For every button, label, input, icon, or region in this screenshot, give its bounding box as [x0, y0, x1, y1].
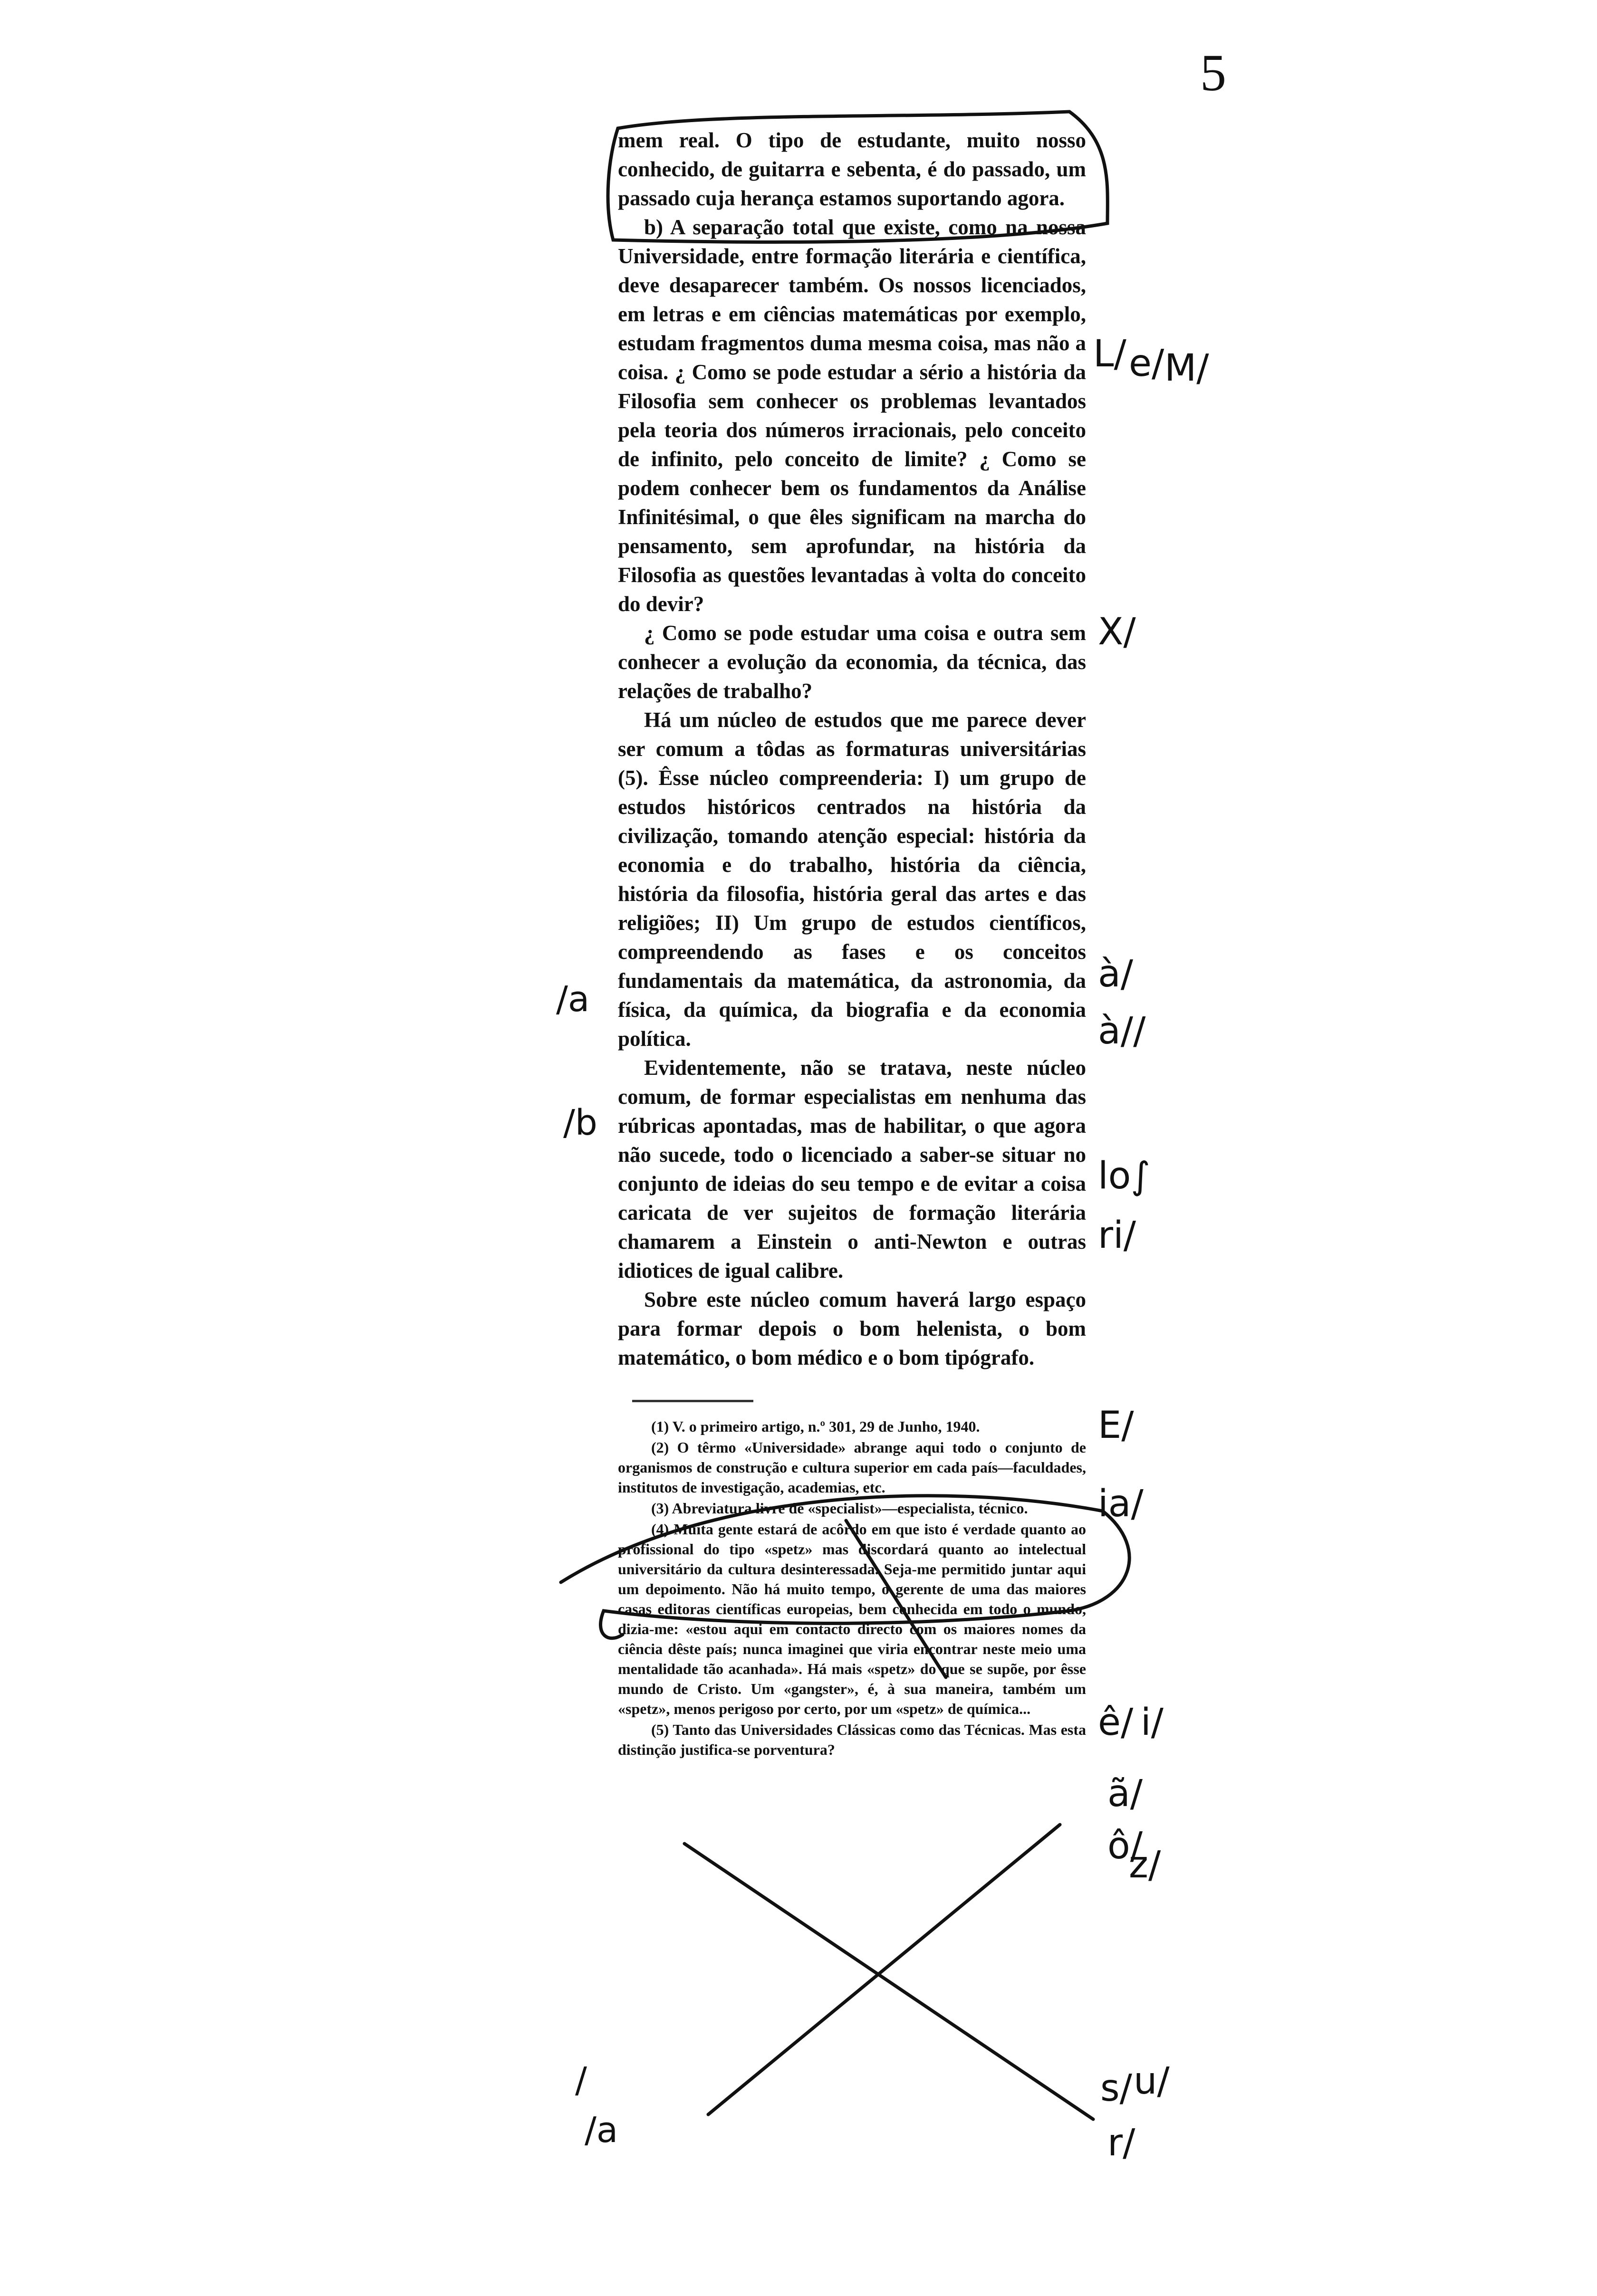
- proof-mark: ia/: [1098, 1483, 1144, 1525]
- proof-mark: /b: [563, 1102, 597, 1143]
- proof-mark: lo∫: [1098, 1155, 1151, 1197]
- proof-mark: ô/: [1107, 1825, 1143, 1867]
- body-paragraph: ¿ Como se pode estudar uma coisa e outra sem conhecer a evolução da economia, da técnica, das relações de trabalho?: [618, 621, 1086, 703]
- footnote-cross-stroke: [684, 1844, 1093, 2119]
- proof-mark: u/: [1134, 2060, 1170, 2103]
- footnote: (3) Abreviatura livre de «specialist»—especialista, técnico.: [651, 1500, 1028, 1517]
- proof-mark: e/: [1129, 342, 1164, 385]
- proof-mark: /a: [556, 979, 590, 1020]
- body-paragraph: Sobre este núcleo comum haverá largo espaço para formar depois o bom helenista, o bom matemático, o bom médico e o bom tipógrafo.: [618, 1288, 1086, 1369]
- body-paragraph: Evidentemente, não se tratava, neste núcleo comum, de formar especialistas em nenhuma das rúbricas apontadas, mas de habilitar, o que agora não sucede, todo o licenciado a saber-se situar no conjunto de ideias do seu tempo e de evitar a coisa caricata de ver sujeitos de formação literária chamarem a Einstein o anti-Newton e outras idiotices de igual calibre.: [618, 1056, 1086, 1282]
- footnote-divider: [632, 1400, 753, 1402]
- proof-mark: ã/: [1107, 1772, 1143, 1815]
- proof-mark: M/: [1164, 347, 1209, 390]
- body-paragraph: Há um núcleo de estudos que me parece dever ser comum a tôdas as formaturas universitárias (5). Êsse núcleo compreenderia: I) um grupo de estudos históricos centrados na história da civilização, tomando atenção especial: história da economia e do trabalho, história da ciência, história da filosofia, história geral das artes e das religiões; II) Um grupo de estudos científicos, compreendendo as fases e os conceitos fundamentais da matemática, da astronomia, da física, da química, da biografia e da economia política.: [618, 708, 1086, 1051]
- body-paragraph: b) A separação total que existe, como na nossa Universidade, entre formação literária e científica, deve desaparecer também. Os nossos licenciados, em letras e em ciências matemáticas por exemplo, estudam fragmentos duma mesma coisa, mas não a coisa. ¿ Como se pode estudar a sério a história da Filosofia sem conhecer os problemas levantados pela teoria dos números irracionais, pelo conceito de infinito, pelo conceito de limite? ¿ Como se podem conhecer bem os fundamentos da Análise Infinitésimal, o que êles significam na marcha do pensamento, sem aprofundar, na história da Filosofia as questões levantadas à volta do conceito do devir?: [618, 215, 1086, 616]
- proof-mark: z/: [1129, 1844, 1161, 1886]
- body-paragraph: mem real. O tipo de estudante, muito nosso conhecido, de guitarra e sebenta, é do passado, um passado cuja herança estamos suportando agora.: [618, 128, 1086, 210]
- proof-mark: i/: [1141, 1701, 1164, 1744]
- proof-mark: L/: [1093, 333, 1126, 375]
- article-column: [618, 126, 1086, 1760]
- proof-mark: r/: [1107, 2122, 1135, 2164]
- proof-mark: E/: [1098, 1404, 1134, 1447]
- proof-mark: X/: [1098, 611, 1136, 653]
- footnote: (1) V. o primeiro artigo, n.º 301, 29 de Junho, 1940.: [651, 1418, 980, 1435]
- proof-mark: à//: [1098, 1010, 1146, 1052]
- proof-mark: à/: [1098, 953, 1134, 995]
- proof-mark: ê/: [1098, 1701, 1134, 1744]
- footnote-cross-stroke: [708, 1825, 1060, 2114]
- proof-mark: ri/: [1098, 1214, 1136, 1257]
- footnote: (2) O têrmo «Universidade» abrange aqui todo o conjunto de organismos de construção e cultura superior em cada país—faculdades, institutos de investigação, academias, etc.: [618, 1439, 1086, 1496]
- proof-mark: /a: [585, 2110, 618, 2151]
- page-number: 5: [1200, 44, 1226, 102]
- footnote: (4) Muita gente estará de acôrdo em que isto é verdade quanto ao profissional do tipo «spetz» mas discordará quanto ao intelectual universitário da cultura desinteressada. Seja-me permitido juntar aqui um depoimento. Não há muito tempo, o gerente de uma das maiores casas editoras científicas europeias, bem conhecida em todo o mundo, dizia-me: «estou aqui em contacto directo com os maiores nomes da ciência dêste país; nunca imaginei que viria encontrar neste meio uma mentalidade tão acanhada». Há mais «spetz» do que se supõe, por êsse mundo de Cristo. Um «gangster», é, à sua maneira, também um «spetz», menos perigoso por certo, por um «spetz» de química...: [618, 1521, 1086, 1717]
- proof-mark: s/: [1100, 2067, 1132, 2110]
- proof-mark: /: [575, 2060, 587, 2101]
- footnote: (5) Tanto das Universidades Clássicas como das Técnicas. Mas esta distinção justifica-se porventura?: [618, 1721, 1086, 1758]
- footnotes: [618, 1416, 1086, 1760]
